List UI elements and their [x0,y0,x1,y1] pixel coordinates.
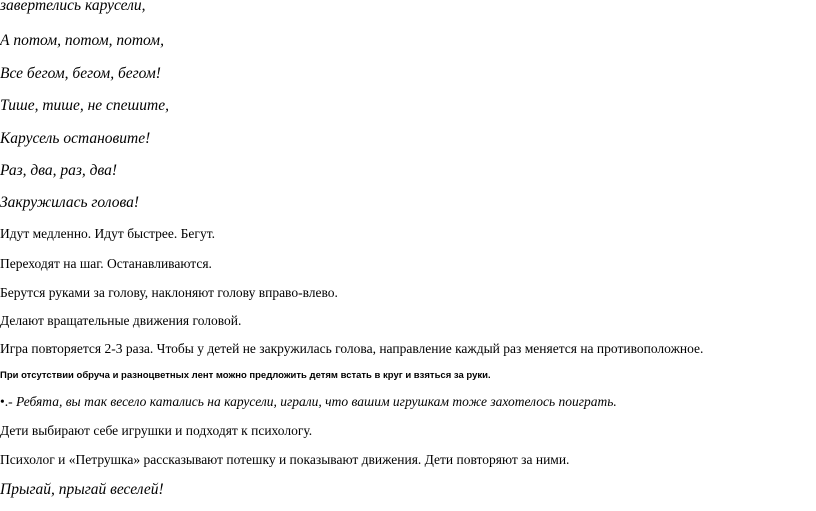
instruction-line-3: Берутся руками за голову, наклоняют голову вправо-влево. [0,285,338,300]
speech-text: Ребята, вы так весело катались на карусели, играли, что вашим игрушкам тоже захотелось поиграть. [15,394,617,409]
verse-line-7: Закружилась голова! [0,194,140,211]
verse-line-8: Прыгай, прыгай веселей! [0,481,164,498]
note-line: При отсутствии обруча и разноцветных лент можно предложить детям встать в круг и взяться за руки. [0,370,491,381]
verse-line-3: Все бегом, бегом, бегом! [0,65,161,82]
verse-line-2: А потом, потом, потом, [0,32,164,49]
instruction-line-2: Переходят на шаг. Останавливаются. [0,256,212,271]
verse-line-1: завертелись карусели, [0,0,146,14]
instruction-line-4: Делают вращательные движения головой. [0,313,242,328]
verse-line-4: Тише, тише, не спешите, [0,97,169,114]
bullet-prefix: •.- [0,394,16,409]
verse-line-5: Карусель остановите! [0,130,151,147]
verse-line-6: Раз, два, раз, два! [0,162,118,179]
instruction-line-6: Дети выбирают себе игрушки и подходят к психологу. [0,423,313,438]
instruction-line-5: Игра повторяется 2-3 раза. Чтобы у детей не закружилась голова, направление каждый раз меняется на противоположное. [0,341,704,356]
speech-line [0,394,617,410]
instruction-line-1: Идут медленно. Идут быстрее. Бегут. [0,226,215,241]
instruction-line-7: Психолог и «Петрушка» рассказывают потешку и показывают движения. Дети повторяют за ними. [0,452,570,467]
